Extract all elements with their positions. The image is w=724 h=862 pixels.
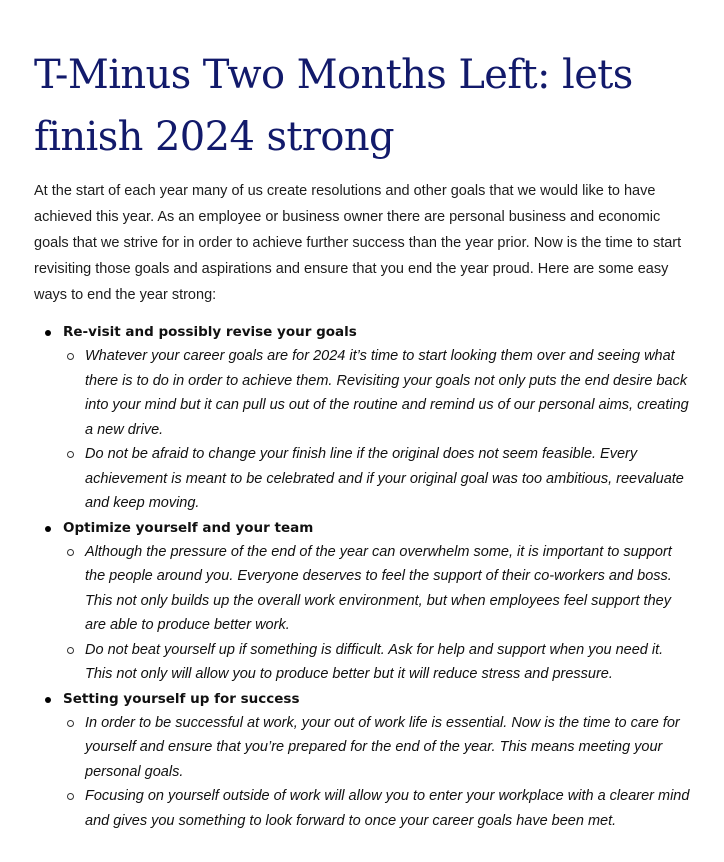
page-title: T-Minus Two Months Left: lets finish 2024 strong <box>34 52 633 160</box>
tip-detail: Whatever your career goals are for 2024 it’s time to start looking them over and seeing what there is to do in order to achieve them. Revisiting your goals not only puts the end desire back into your mind but it can pull us out of the routine and remind us of our personal aims, creating a new drive. <box>63 344 694 442</box>
tip-heading: Re-visit and possibly revise your goals <box>63 324 357 340</box>
tip-heading: Optimize yourself and your team <box>63 519 314 536</box>
tip-item <box>34 516 694 687</box>
tip-detail: Do not beat yourself up if something is difficult. Ask for help and support when you need it. This not only will allow you to produce better but it will reduce stress and pressure. <box>63 638 694 687</box>
tip-details <box>63 711 694 834</box>
tip-detail: Do not be afraid to change your finish line if the original does not seem feasible. Every achievement is meant to be celebrated and if your original goal was too ambitious, reevaluate and keep moving. <box>63 442 694 516</box>
tip-details <box>63 344 694 516</box>
tip-heading: Setting yourself up for success <box>63 690 300 707</box>
tip-item <box>34 687 694 834</box>
tips-list <box>34 320 694 833</box>
article <box>34 44 694 833</box>
tip-detail: Although the pressure of the end of the year can overwhelm some, it is important to support the people around you. Everyone deserves to feel the support of their co-workers and boss. This not only builds up the overall work environment, but when employees feel support they are able to produce better work. <box>63 540 694 638</box>
intro-paragraph: At the start of each year many of us create resolutions and other goals that we would like to have achieved this year. As an employee or business owner there are personal business and economic goals that we strive for in order to achieve further success than the year prior. Now is the time to start revisiting those goals and aspirations and ensure that you end the year proud. Here are some easy ways to end the year strong: <box>34 183 682 303</box>
tip-detail: Focusing on yourself outside of work will allow you to enter your workplace with a clearer mind and gives you something to look forward to once your career goals have been met. <box>63 784 694 833</box>
tip-detail: In order to be successful at work, your out of work life is essential. Now is the time to care for yourself and ensure that you’re prepared for the end of the year. This means meeting your personal goals. <box>63 711 694 785</box>
tip-item <box>34 320 694 516</box>
tip-details <box>63 540 694 687</box>
